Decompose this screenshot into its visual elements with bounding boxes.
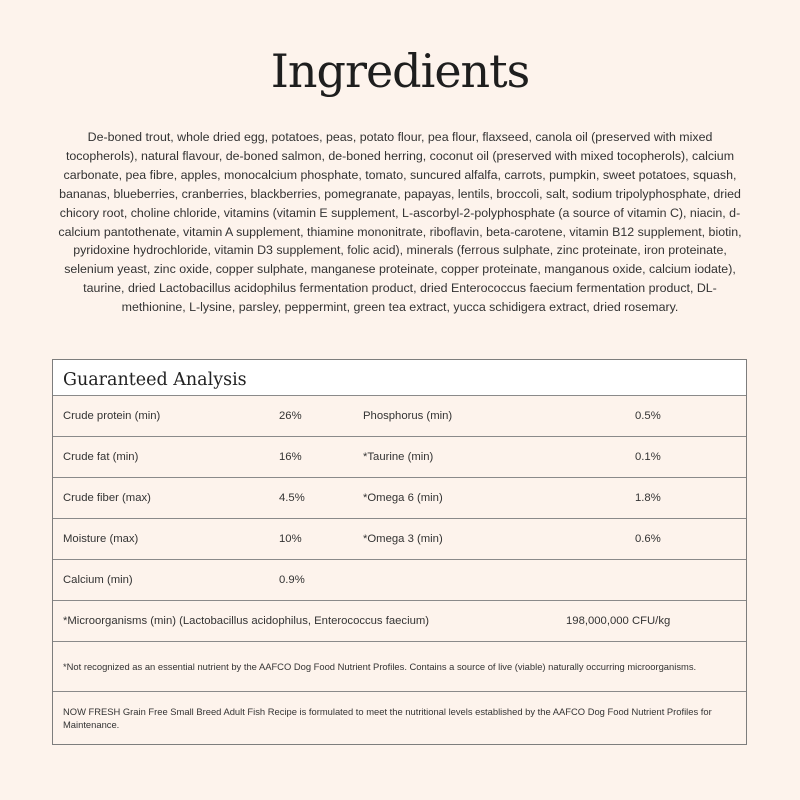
nutrient-label: Phosphorus (min) [363, 410, 453, 422]
nutrient-label: Moisture (max) [63, 533, 139, 545]
nutrient-value: 0.6% [635, 533, 661, 545]
nutrient-label: *Taurine (min) [363, 451, 434, 463]
analysis-row [53, 560, 746, 601]
nutrient-value: 16% [279, 451, 302, 463]
microorganisms-value: 198,000,000 CFU/kg [566, 615, 671, 627]
microorganisms-label: *Microorganisms (min) (Lactobacillus acidophilus, Enterococcus faecium) [63, 615, 430, 627]
nutrient-value: 26% [279, 410, 302, 422]
analysis-row [53, 437, 746, 478]
analysis-row [53, 478, 746, 519]
footnote-text: *Not recognized as an essential nutrient by the AAFCO Dog Food Nutrient Profiles. Contains a source of live (viable) naturally occurring microorganisms. [63, 661, 697, 672]
nutrient-label: *Omega 3 (min) [363, 533, 443, 545]
guaranteed-analysis-heading: Guaranteed Analysis [53, 360, 746, 396]
nutrient-value: 0.5% [635, 410, 661, 422]
nutrient-value: 0.1% [635, 451, 661, 463]
microorganisms-row [53, 601, 746, 642]
page-title: Ingredients [270, 44, 530, 98]
analysis-row [53, 396, 746, 437]
nutrient-label: Crude fat (min) [63, 451, 139, 463]
aafco-statement [53, 692, 746, 744]
footnote [53, 642, 746, 692]
nutrient-label: Calcium (min) [63, 574, 133, 586]
analysis-row [53, 519, 746, 560]
aafco-statement-text: NOW FRESH Grain Free Small Breed Adult Fish Recipe is formulated to meet the nutritional levels established by the AAFCO Dog Food Nutrient Profiles for Maintenance. [63, 706, 712, 730]
nutrient-label: *Omega 6 (min) [363, 492, 443, 504]
nutrient-label: Crude protein (min) [63, 410, 161, 422]
nutrient-value: 4.5% [279, 492, 305, 504]
guaranteed-analysis-table [52, 359, 747, 745]
nutrient-value: 0.9% [279, 574, 305, 586]
nutrient-value: 1.8% [635, 492, 661, 504]
nutrient-value: 10% [279, 533, 302, 545]
nutrient-label: Crude fiber (max) [63, 492, 151, 504]
ingredients-list: De-boned trout, whole dried egg, potatoes, peas, potato flour, pea flour, flaxseed, canola oil (preserved with mixed tocopherols), natural flavour, de-boned salmon, de-boned herring, coconut oil (preserved with mixed tocopherols), calcium carbonate, pea fibre, apples, monocalcium phosphate, tomato, suncured alfalfa, carrots, pumpkin, sweet potatoes, squash, bananas, blueberries, cranberries, blackberries, pomegranate, papayas, lentils, broccoli, salt, sodium tripolyphosphate, dried chicory root, choline chloride, vitamins (vitamin E supplement, L-ascorbyl-2-polyphosphate (a source of vitamin C), niacin, d-calcium pantothenate, vitamin A supplement, thiamine mononitrate, riboflavin, beta-carotene, vitamin B12 supplement, biotin, pyridoxine hydrochloride, vitamin D3 supplement, folic acid), minerals (ferrous sulphate, zinc proteinate, iron proteinate, selenium yeast, zinc oxide, copper sulphate, manganese proteinate, copper proteinate, manganous oxide, calcium iodate), taurine, dried Lactobacillus acidophilus fermentation product, dried Enterococcus faecium fermentation product, DL-methionine, L-lysine, parsley, peppermint, green tea extract, yucca schidigera extract, dried rosemary. [58, 130, 742, 315]
